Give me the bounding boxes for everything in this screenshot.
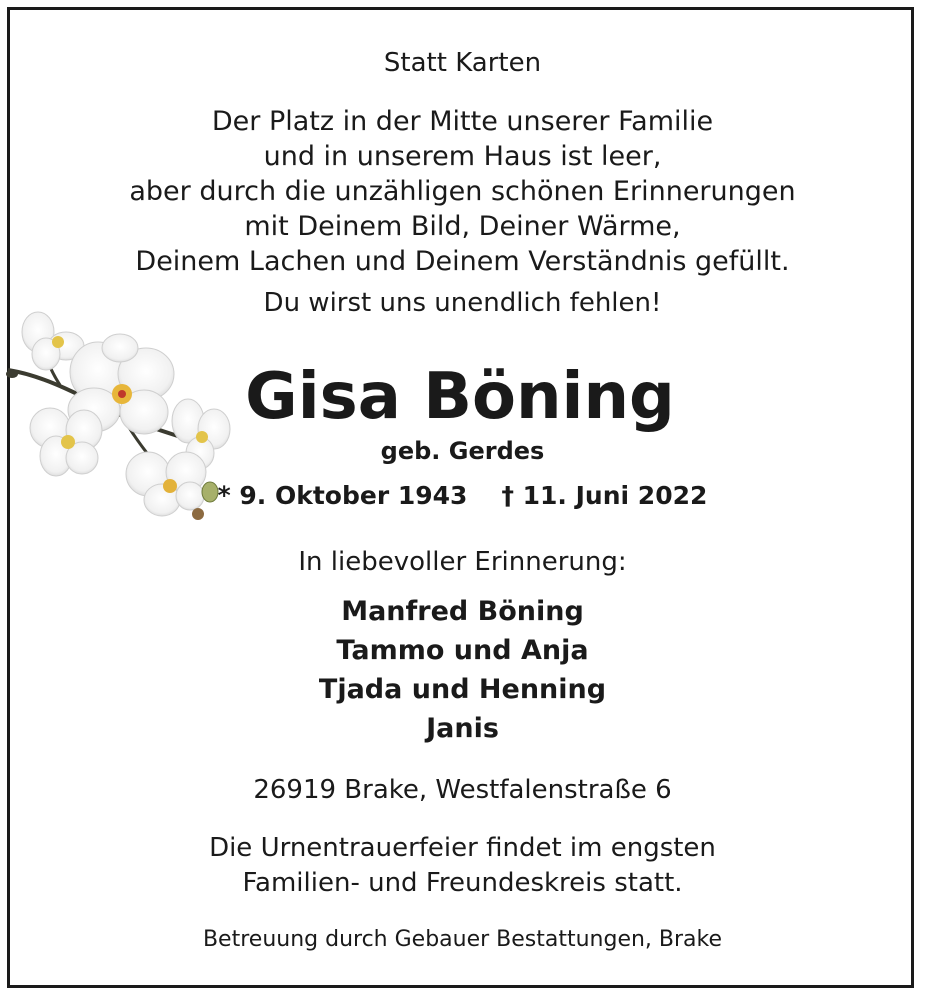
intro-text: Statt Karten — [383, 48, 542, 78]
farewell-text: Du wirst uns unendlich fehlen! — [263, 288, 662, 318]
verse-block — [0, 104, 925, 279]
family-member: Janis — [426, 713, 499, 744]
ceremony-line: Die Urnentrauerfeier findet im engsten — [209, 833, 716, 863]
death-date: † 11. Juni 2022 — [501, 481, 708, 510]
family-member: Manfred Böning — [341, 596, 584, 627]
remembrance-heading: In liebevoller Erinnerung: — [298, 547, 627, 577]
deceased-name: Gisa Böning — [245, 360, 675, 434]
verse-line: mit Deinem Bild, Deiner Wärme, — [244, 211, 681, 242]
family-member: Tjada und Henning — [318, 674, 607, 705]
verse-line: Der Platz in der Mitte unserer Familie — [211, 106, 714, 137]
address-text: 26919 Brake, Westfalenstraße 6 — [253, 775, 672, 805]
maiden-name: geb. Gerdes — [380, 437, 545, 465]
family-list — [0, 592, 925, 748]
family-member: Tammo und Anja — [336, 635, 589, 666]
verse-line: Deinem Lachen und Deinem Verständnis gefüllt. — [135, 246, 790, 277]
life-dates — [0, 481, 925, 510]
ceremony-line: Familien- und Freundeskreis statt. — [242, 868, 683, 898]
verse-line: und in unserem Haus ist leer, — [263, 141, 662, 172]
funeral-service-text: Betreuung durch Gebauer Bestattungen, Brake — [202, 927, 723, 952]
ceremony-block — [0, 831, 925, 901]
verse-line: aber durch die unzähligen schönen Erinnerungen — [129, 176, 796, 207]
birth-date: * 9. Oktober 1943 — [217, 481, 468, 510]
